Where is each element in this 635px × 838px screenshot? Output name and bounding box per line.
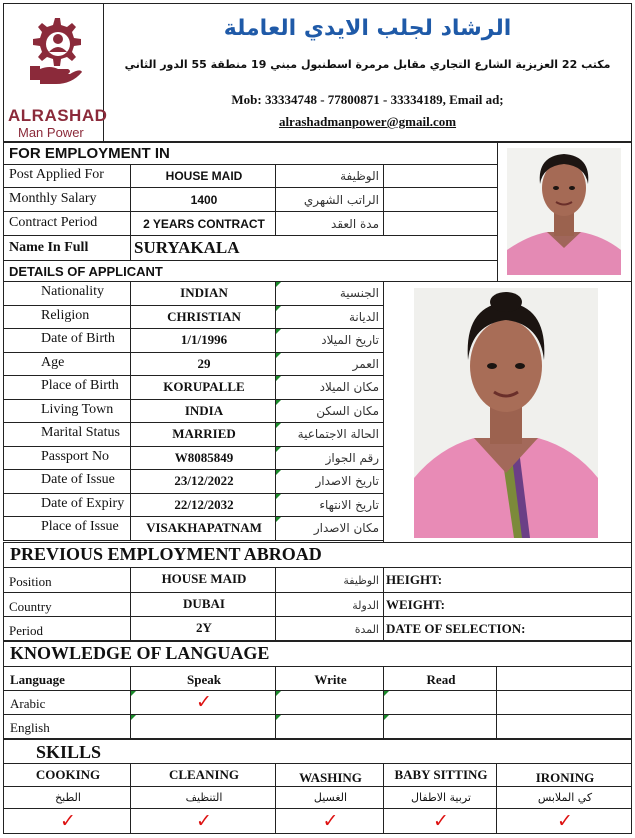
previous-value: HOUSE MAID [161,571,247,586]
skill-arabic: الغسيل [313,791,348,804]
comment-marker [276,715,281,720]
previous-label: Country [9,599,52,614]
applicant-value-cell [130,305,276,329]
skill-arabic: كي الملابس [537,791,593,804]
applicant-label-cell [3,446,131,470]
name-value-cell [130,235,498,261]
applicant-value-cell [130,375,276,400]
employment-label-cell [3,164,131,188]
previous-arabic: الدولة [352,599,379,612]
applicant-value-cell [130,352,276,376]
applicant-value-cell [130,281,276,306]
language-section-title: KNOWLEDGE OF LANGUAGE [10,643,270,663]
applicant-value: KORUPALLE [163,379,245,394]
applicant-label-cell [3,305,131,329]
language-header: Read [426,672,456,687]
comment-marker [384,715,389,720]
skill-arabic-cell [130,786,276,809]
employment-arabic: الوظيفة [340,169,379,183]
employment-label: Contract Period [9,215,98,230]
employment-value: 2 YEARS CONTRACT [143,217,265,231]
employment-value-cell [130,164,276,188]
company-email[interactable]: alrashadmanpower@gmail.com [278,114,457,129]
logo-title: ALRASHAD [8,106,108,125]
language-cell [496,690,632,715]
applicant-arabic-cell [275,281,384,306]
employment-label: Post Applied For [9,167,104,182]
employment-arabic-cell [275,187,384,212]
applicant-value-cell [130,446,276,470]
logo-box [3,3,108,142]
applicant-arabic-cell [275,446,384,470]
employment-label-cell [3,187,131,212]
logo-subtitle: Man Power [18,125,84,140]
applicant-arabic-cell [275,352,384,376]
applicant-value-cell [130,422,276,447]
previous-value-cell [130,616,276,642]
comment-marker [276,494,281,499]
applicant-label: Passport No [41,449,110,464]
name-label-cell [3,235,131,261]
applicant-label-cell [3,375,131,400]
language-cell [130,714,276,739]
applicant-arabic: مكان السكن [316,404,379,418]
language-cell [3,690,131,715]
employment-blank-cell [383,211,498,236]
previous-extra-cell [383,616,632,642]
skill-name-cell [3,763,131,787]
previous-section-header [3,542,632,568]
applicant-label: Living Town [41,402,114,417]
skill-name-cell [275,763,384,787]
employment-label-cell [3,211,131,236]
company-address: مكتب 22 العزيزية الشارع التجاري مقابل مرمرة اسطنبول مبني 19 منطقة 55 الدور الثاني [124,58,611,71]
skill-check-icon: ✓ [557,810,573,832]
skills-section-header [3,739,632,764]
applicant-label-cell [3,469,131,494]
skill-name: COOKING [35,767,101,782]
applicant-arabic: مكان الميلاد [319,380,379,394]
skill-name: CLEANING [168,767,240,782]
skill-check-icon: ✓ [322,810,339,832]
applicant-value: 1/1/1996 [180,332,228,347]
skill-check-icon: ✓ [60,810,76,832]
applicant-label: Place of Birth [41,378,119,393]
previous-arabic-cell [275,592,384,617]
previous-label-cell [3,616,131,642]
applicant-value: W8085849 [174,450,234,465]
applicant-value-cell [130,399,276,423]
comment-marker [276,691,281,696]
applicant-arabic-cell [275,399,384,423]
skill-name: IRONING [535,770,595,785]
language-header: Write [314,672,347,687]
comment-marker [276,400,281,405]
applicant-arabic-cell [275,328,384,353]
comment-marker [276,470,281,475]
applicant-arabic: رقم الجواز [325,451,379,465]
applicant-label-cell [3,352,131,376]
employment-blank-cell [383,187,498,212]
comment-marker [131,691,136,696]
language-header-cell [496,666,632,691]
previous-value: DUBAI [183,596,225,611]
previous-extra-cell [383,567,632,593]
comment-marker [276,329,281,334]
applicant-label: Religion [41,308,90,323]
applicant-label: Date of Issue [41,472,115,487]
applicant-label-cell [3,328,131,353]
applicant-value: VISAKHAPATNAM [146,520,262,535]
applicant-arabic: الديانة [348,310,379,324]
previous-extra-label: DATE OF SELECTION: [386,621,526,636]
gear-person-logo-icon [22,14,88,86]
employment-arabic: مدة العقد [331,217,379,231]
previous-value-cell [130,567,276,593]
employment-value: 1400 [190,193,218,207]
applicant-value: 23/12/2022 [174,473,234,488]
applicant-section-header [3,260,498,282]
language-header-cell [3,666,131,691]
language-header: Language [10,672,65,687]
applicant-portrait-large [414,288,598,538]
employment-value: HOUSE MAID [165,169,243,183]
skill-check-cell [130,808,276,834]
comment-marker [276,517,281,522]
skill-arabic: التنظيف [185,791,223,804]
skill-check-cell [275,808,384,834]
language-header-cell [383,666,497,691]
previous-label-cell [3,592,131,617]
applicant-arabic: تاريخ الانتهاء [319,498,379,512]
applicant-label: Date of Birth [41,331,115,346]
language-cell [383,714,497,739]
applicant-label-cell [3,422,131,447]
previous-label-cell [3,567,131,593]
previous-arabic-cell [275,616,384,642]
skill-check-icon: ✓ [433,810,449,832]
skill-check-cell [383,808,497,834]
employment-section-title: FOR EMPLOYMENT IN [9,145,170,162]
comment-marker [276,353,281,358]
employment-blank-cell [383,164,498,188]
applicant-value-cell [130,493,276,517]
skill-arabic-cell [496,786,632,809]
skill-check-cell [3,808,131,834]
employment-section-header [3,142,498,165]
previous-label: Period [9,623,43,638]
comment-marker [276,282,281,287]
applicant-arabic: تاريخ الميلاد [321,333,379,347]
previous-arabic-cell [275,567,384,593]
language-name: Arabic [10,696,46,711]
previous-arabic: المدة [354,623,379,636]
skill-arabic: تربية الاطفال [411,791,471,804]
skill-name: WASHING [299,770,362,785]
comment-marker [276,376,281,381]
applicant-section-title: DETAILS OF APPLICANT [9,264,163,279]
applicant-value: INDIA [184,403,224,418]
previous-arabic: الوظيفة [343,574,379,587]
applicant-arabic-cell [275,305,384,329]
applicant-arabic-cell [275,493,384,517]
applicant-arabic: تاريخ الاصدار [315,474,379,488]
applicant-label-cell [3,493,131,517]
skills-section-title: SKILLS [36,742,102,762]
previous-extra-label: WEIGHT: [386,597,445,612]
applicant-label: Place of Issue [41,519,119,534]
language-cell [275,690,384,715]
applicant-value-cell [130,469,276,494]
comment-marker [384,691,389,696]
large-photo-box [383,281,632,543]
comment-marker [276,306,281,311]
employment-value-cell [130,211,276,236]
small-photo-box [497,142,632,282]
previous-value-cell [130,592,276,617]
language-header-cell [275,666,384,691]
skill-name: BABY SITTING [394,767,488,782]
previous-extra-label: HEIGHT: [386,572,443,587]
language-cell [383,690,497,715]
language-cell [130,690,276,715]
language-cell [3,714,131,739]
company-arabic-name: الرشاد لجلب الايدي العاملة [223,16,512,41]
skill-arabic: الطبخ [55,791,81,804]
language-cell [496,714,632,739]
applicant-arabic-cell [275,516,384,541]
applicant-label: Marital Status [41,425,120,440]
applicant-arabic: مكان الاصدار [313,521,379,535]
language-check-icon: ✓ [196,691,212,713]
name-label: Name In Full [9,240,89,255]
previous-label: Position [9,574,52,589]
comment-marker [276,447,281,452]
applicant-label: Age [41,355,65,370]
applicant-label-cell [3,399,131,423]
language-section-header [3,640,632,667]
applicant-portrait-small [507,148,621,275]
applicant-arabic-cell [275,375,384,400]
applicant-value-cell [130,516,276,541]
applicant-label-cell [3,516,131,541]
applicant-arabic-cell [275,422,384,447]
company-contact: Mob: 33334748 - 77800871 - 33334189, Email ad; [231,92,504,107]
previous-value: 2Y [196,620,212,635]
comment-marker [131,715,136,720]
skill-name-cell [130,763,276,787]
language-header-cell [130,666,276,691]
applicant-value: 22/12/2032 [174,497,234,512]
applicant-value-cell [130,328,276,353]
applicant-value: 29 [197,356,211,371]
applicant-label: Nationality [41,284,104,299]
employment-arabic-cell [275,211,384,236]
employment-arabic-cell [275,164,384,188]
applicant-label: Date of Expiry [41,496,125,511]
skill-check-cell [496,808,632,834]
applicant-arabic: الحالة الاجتماعية [297,427,379,441]
applicant-value: CHRISTIAN [167,309,241,324]
name-value: SURYAKALA [134,238,240,257]
applicant-arabic: الجنسية [339,286,379,300]
previous-extra-cell [383,592,632,617]
language-cell [275,714,384,739]
skill-arabic-cell [383,786,497,809]
employment-label: Monthly Salary [9,191,97,206]
skill-check-icon: ✓ [196,810,212,832]
skill-name-cell [383,763,497,787]
employment-arabic: الراتب الشهري [303,193,379,207]
applicant-value: MARRIED [172,426,236,441]
language-name: English [10,720,50,735]
applicant-label-cell [3,281,131,306]
skill-arabic-cell [275,786,384,809]
header-box [103,3,632,142]
employment-value-cell [130,187,276,212]
previous-section-title: PREVIOUS EMPLOYMENT ABROAD [10,544,322,564]
applicant-arabic-cell [275,469,384,494]
language-header: Speak [187,672,221,687]
skill-name-cell [496,763,632,787]
skill-arabic-cell [3,786,131,809]
applicant-arabic: العمر [352,357,379,371]
comment-marker [276,423,281,428]
applicant-value: INDIAN [180,285,228,300]
